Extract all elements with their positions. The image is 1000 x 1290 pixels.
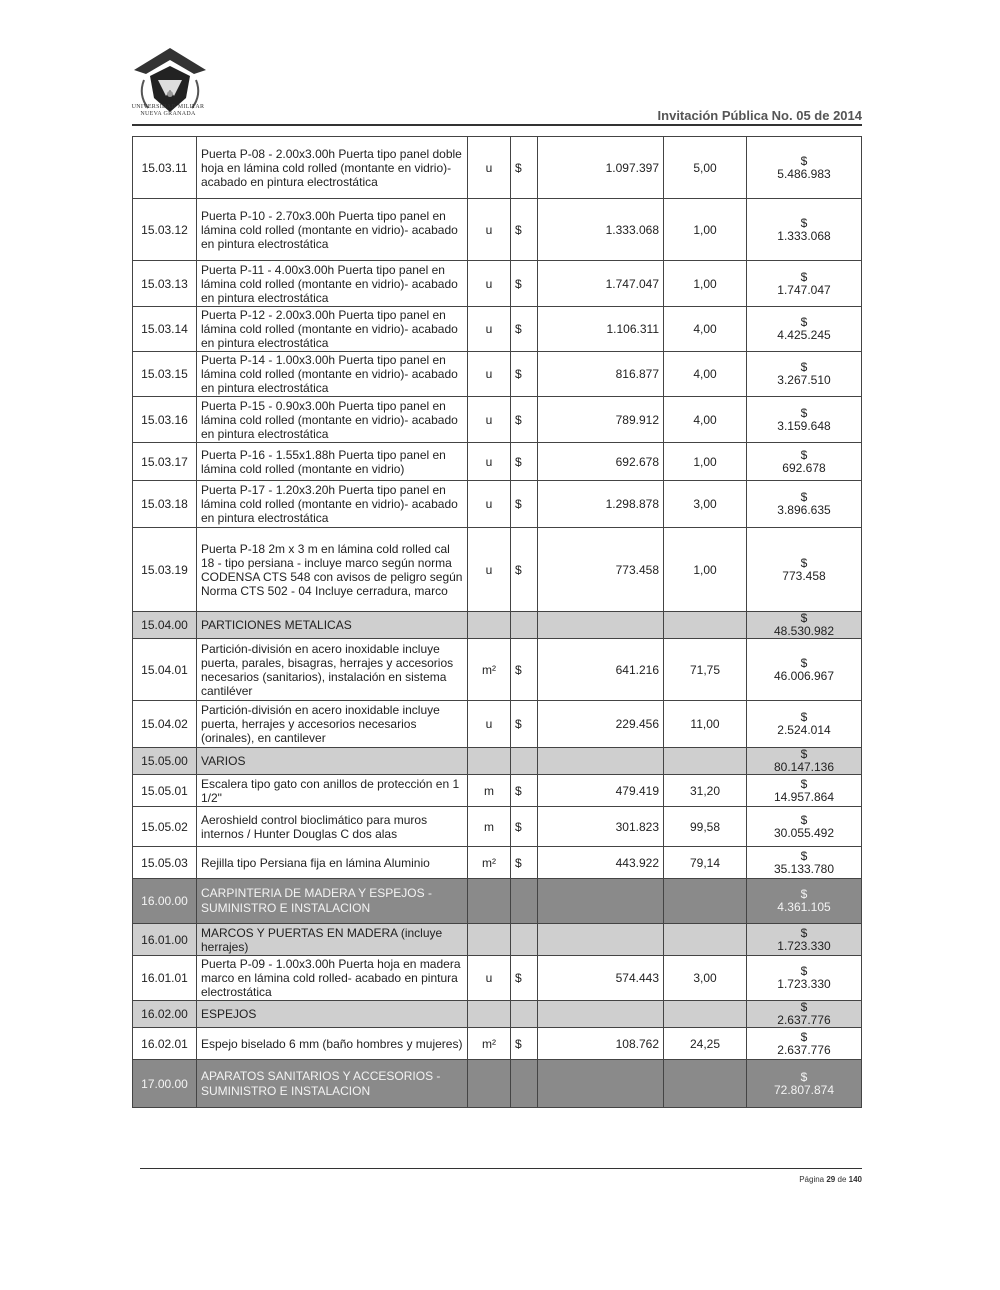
item-code: 15.04.02 [133,701,197,748]
currency-symbol: $ [511,775,538,807]
total-cell [747,481,862,528]
item-description: Puerta P-09 - 1.00x3.00h Puerta hoja en madera marco en lámina cold rolled- acabado en pintura electrostática [197,956,468,1001]
total-cell [747,199,862,261]
quantity: 5,00 [664,137,747,199]
total-currency: $ [800,611,808,625]
item-unit: u [468,137,511,199]
item-description: Puerta P-18 2m x 3 m en lámina cold rolled cal 18 - tipo persiana - incluye marco según norma CODENSA CTS 548 con avisos de peligro según Norma CTS 502 - 04 Incluye cerradura, marco [197,528,468,612]
table-row [133,261,862,307]
currency-symbol: $ [511,307,538,352]
item-description: ESPEJOS [197,1001,468,1028]
total-cell [747,137,862,199]
total-currency: $ [800,405,808,420]
currency-symbol: $ [511,528,538,612]
item-unit: u [468,481,511,528]
item-description: MARCOS Y PUERTAS EN MADERA (incluye herrajes) [197,924,468,956]
total-currency: $ [800,153,808,168]
empty-cell [468,879,511,924]
total-value: 692.678 [782,460,826,475]
total-currency: $ [800,360,808,374]
item-description: Aeroshield control bioclimático para muros internos / Hunter Douglas C dos alas [197,807,468,847]
footer-divider [140,1168,862,1169]
item-description: Rejilla tipo Persiana fija en lámina Aluminio [197,847,468,879]
item-unit: u [468,261,511,307]
unit-price: 773.458 [538,528,664,612]
item-code: 15.03.14 [133,307,197,352]
unit-price: 1.747.047 [538,261,664,307]
table-row [133,443,862,481]
total-cell [747,748,862,775]
total-currency: $ [800,776,808,791]
total-cell [747,956,862,1001]
empty-cell [538,748,664,775]
total-cell [747,352,862,397]
item-description: Puerta P-14 - 1.00x3.00h Puerta tipo panel en lámina cold rolled (montante en vidrio)- acabado en pintura electrostática [197,352,468,397]
total-value: 80.147.136 [773,760,835,774]
item-code: 15.03.13 [133,261,197,307]
total-value: 4.361.105 [777,900,831,914]
page-title: Invitación Pública No. 05 de 2014 [657,108,862,123]
quantity: 1,00 [664,443,747,481]
item-unit: u [468,701,511,748]
unit-price: 1.333.068 [538,199,664,261]
item-code: 15.03.16 [133,397,197,443]
item-code: 15.04.01 [133,639,197,701]
quantity: 1,00 [664,199,747,261]
item-code: 16.01.00 [133,924,197,956]
total-currency: $ [800,925,808,940]
page-number: Página 29 de 140 [799,1175,862,1184]
empty-cell [468,748,511,775]
total-value: 14.957.864 [773,789,835,804]
unit-price: 301.823 [538,807,664,847]
total-cell [747,701,862,748]
total-value: 35.133.780 [773,861,835,876]
total-value: 3.159.648 [777,418,831,433]
total-value: 2.637.776 [777,1013,831,1027]
total-currency: $ [800,269,808,284]
currency-symbol: $ [511,639,538,701]
empty-cell [664,1001,747,1028]
item-description: Puerta P-08 - 2.00x3.00h Puerta tipo panel doble hoja en lámina cold rolled (montante en vidrio)- acabado en pintura electrostática [197,137,468,199]
total-cell [747,397,862,443]
currency-symbol: $ [511,397,538,443]
empty-cell [511,612,538,639]
total-currency: $ [800,812,808,827]
total-value: 3.896.635 [777,503,831,517]
item-code: 15.03.11 [133,137,197,199]
item-code: 15.03.19 [133,528,197,612]
item-code: 15.03.12 [133,199,197,261]
header-divider [132,124,862,126]
currency-symbol: $ [511,807,538,847]
item-code: 15.03.15 [133,352,197,397]
total-currency: $ [800,964,808,978]
item-description: Espejo biselado 6 mm (baño hombres y mujeres) [197,1028,468,1060]
total-value: 1.723.330 [777,938,831,953]
item-description: Partición-división en acero inoxidable incluye puerta, parales, bisagras, herrajes y accesorios necesarios (sanitarios), instalación en sistema cantiléver [197,639,468,701]
table-row [133,807,862,847]
item-description: Puerta P-12 - 2.00x3.00h Puerta tipo panel en lámina cold rolled (montante en vidrio)- acabado en pintura electrostática [197,307,468,352]
quantity: 4,00 [664,307,747,352]
unit-price: 443.922 [538,847,664,879]
item-unit: m² [468,1028,511,1060]
total-value: 1.723.330 [777,977,831,991]
empty-cell [468,1060,511,1108]
empty-cell [538,1001,664,1028]
item-description: Puerta P-11 - 4.00x3.00h Puerta tipo panel en lámina cold rolled (montante en vidrio)- acabado en pintura electrostática [197,261,468,307]
total-value: 1.747.047 [777,282,831,297]
unit-price: 789.912 [538,397,664,443]
unit-price: 1.097.397 [538,137,664,199]
item-unit: m [468,807,511,847]
total-value: 30.055.492 [773,825,835,840]
item-unit: u [468,307,511,352]
item-code: 16.01.01 [133,956,197,1001]
item-code: 16.02.01 [133,1028,197,1060]
total-currency: $ [800,315,808,329]
item-description: APARATOS SANITARIOS Y ACCESORIOS - SUMINISTRO E INSTALACION [197,1060,468,1108]
empty-cell [511,879,538,924]
quantity: 11,00 [664,701,747,748]
item-description: Puerta P-17 - 1.20x3.20h Puerta tipo panel en lámina cold rolled (montante en vidrio)- acabado en pintura electrostática [197,481,468,528]
item-code: 15.05.00 [133,748,197,775]
currency-symbol: $ [511,1028,538,1060]
section-row [133,1001,862,1028]
total-value: 3.267.510 [777,373,831,387]
item-description: Escalera tipo gato con anillos de protección en 1 1/2" [197,775,468,807]
empty-cell [664,879,747,924]
total-currency: $ [800,447,808,462]
currency-symbol: $ [511,701,538,748]
total-cell [747,528,862,612]
item-unit: u [468,352,511,397]
item-code: 15.05.01 [133,775,197,807]
currency-symbol: $ [511,443,538,481]
currency-symbol: $ [511,352,538,397]
empty-cell [511,1060,538,1108]
empty-cell [538,879,664,924]
total-cell [747,847,862,879]
quantity: 71,75 [664,639,747,701]
total-currency: $ [800,655,808,670]
empty-cell [511,748,538,775]
currency-symbol: $ [511,199,538,261]
item-description: PARTICIONES METALICAS [197,612,468,639]
table-row [133,481,862,528]
item-code: 16.02.00 [133,1001,197,1028]
quantity: 24,25 [664,1028,747,1060]
item-unit: u [468,528,511,612]
item-code: 15.04.00 [133,612,197,639]
total-currency: $ [800,215,808,230]
item-description: Puerta P-15 - 0.90x3.00h Puerta tipo panel en lámina cold rolled (montante en vidrio)- acabado en pintura electrostática [197,397,468,443]
university-name: UNIVERSIDAD MILITAR NUEVA GRANADA [131,104,205,117]
table-row [133,352,862,397]
item-unit: m [468,775,511,807]
empty-cell [538,924,664,956]
total-currency: $ [800,710,808,724]
section-row [133,924,862,956]
empty-cell [511,924,538,956]
empty-cell [468,612,511,639]
quantity: 4,00 [664,352,747,397]
item-description: Puerta P-16 - 1.55x1.88h Puerta tipo panel en lámina cold rolled (montante en vidrio) [197,443,468,481]
table-row [133,397,862,443]
total-currency: $ [800,1029,808,1044]
item-description: VARIOS [197,748,468,775]
quantity: 3,00 [664,956,747,1001]
quantity: 79,14 [664,847,747,879]
quantity: 1,00 [664,261,747,307]
item-unit: m² [468,639,511,701]
empty-cell [538,612,664,639]
empty-cell [538,1060,664,1108]
unit-price: 1.106.311 [538,307,664,352]
section-row [133,612,862,639]
currency-symbol: $ [511,847,538,879]
unit-price: 692.678 [538,443,664,481]
empty-cell [664,924,747,956]
total-cell [747,261,862,307]
item-description: CARPINTERIA DE MADERA Y ESPEJOS - SUMINISTRO E INSTALACION [197,879,468,924]
item-code: 15.03.18 [133,481,197,528]
item-code: 16.00.00 [133,879,197,924]
table-row [133,847,862,879]
item-unit: u [468,199,511,261]
chapter-row [133,1060,862,1108]
empty-cell [664,1060,747,1108]
unit-price: 574.443 [538,956,664,1001]
item-unit: u [468,443,511,481]
unit-price: 479.419 [538,775,664,807]
empty-cell [468,1001,511,1028]
item-code: 15.03.17 [133,443,197,481]
total-cell [747,639,862,701]
total-value: 4.425.245 [777,328,831,342]
total-cell [747,1028,862,1060]
budget-table [132,136,862,1108]
currency-symbol: $ [511,956,538,1001]
total-value: 72.807.874 [773,1082,835,1097]
total-value: 1.333.068 [777,228,831,243]
unit-price: 229.456 [538,701,664,748]
total-currency: $ [800,747,808,761]
total-currency: $ [800,1000,808,1014]
chapter-row [133,879,862,924]
unit-price: 1.298.878 [538,481,664,528]
item-description: Puerta P-10 - 2.70x3.00h Puerta tipo panel en lámina cold rolled (montante en vidrio)- acabado en pintura electrostática [197,199,468,261]
total-value: 773.458 [782,568,826,583]
total-cell [747,443,862,481]
unit-price: 108.762 [538,1028,664,1060]
total-cell [747,1060,862,1108]
table-row [133,775,862,807]
table-row [133,639,862,701]
total-value: 5.486.983 [777,166,831,181]
table-row [133,701,862,748]
currency-symbol: $ [511,261,538,307]
item-unit: u [468,397,511,443]
total-currency: $ [800,848,808,863]
total-cell [747,775,862,807]
table-row [133,199,862,261]
total-cell [747,612,862,639]
table-row [133,307,862,352]
total-value: 48.530.982 [773,624,835,638]
quantity: 31,20 [664,775,747,807]
total-currency: $ [800,555,808,570]
table-row [133,1028,862,1060]
item-description: Partición-división en acero inoxidable incluye puerta, herrajes y accesorios necesarios (orinales), en cantilever [197,701,468,748]
total-value: 2.637.776 [777,1042,831,1057]
total-cell [747,807,862,847]
item-code: 15.05.02 [133,807,197,847]
quantity: 3,00 [664,481,747,528]
empty-cell [664,612,747,639]
table-row [133,956,862,1001]
total-currency: $ [800,490,808,504]
empty-cell [511,1001,538,1028]
item-code: 17.00.00 [133,1060,197,1108]
currency-symbol: $ [511,137,538,199]
section-row [133,748,862,775]
item-unit: m² [468,847,511,879]
unit-price: 816.877 [538,352,664,397]
total-value: 2.524.014 [777,723,831,737]
currency-symbol: $ [511,481,538,528]
total-cell [747,307,862,352]
item-unit: u [468,956,511,1001]
total-currency: $ [800,1069,808,1084]
table-row [133,528,862,612]
quantity: 1,00 [664,528,747,612]
quantity: 99,58 [664,807,747,847]
total-cell [747,924,862,956]
empty-cell [664,748,747,775]
unit-price: 641.216 [538,639,664,701]
table-row [133,137,862,199]
total-currency: $ [800,887,808,901]
quantity: 4,00 [664,397,747,443]
total-cell [747,1001,862,1028]
empty-cell [468,924,511,956]
total-value: 46.006.967 [773,668,835,683]
total-cell [747,879,862,924]
item-code: 15.05.03 [133,847,197,879]
